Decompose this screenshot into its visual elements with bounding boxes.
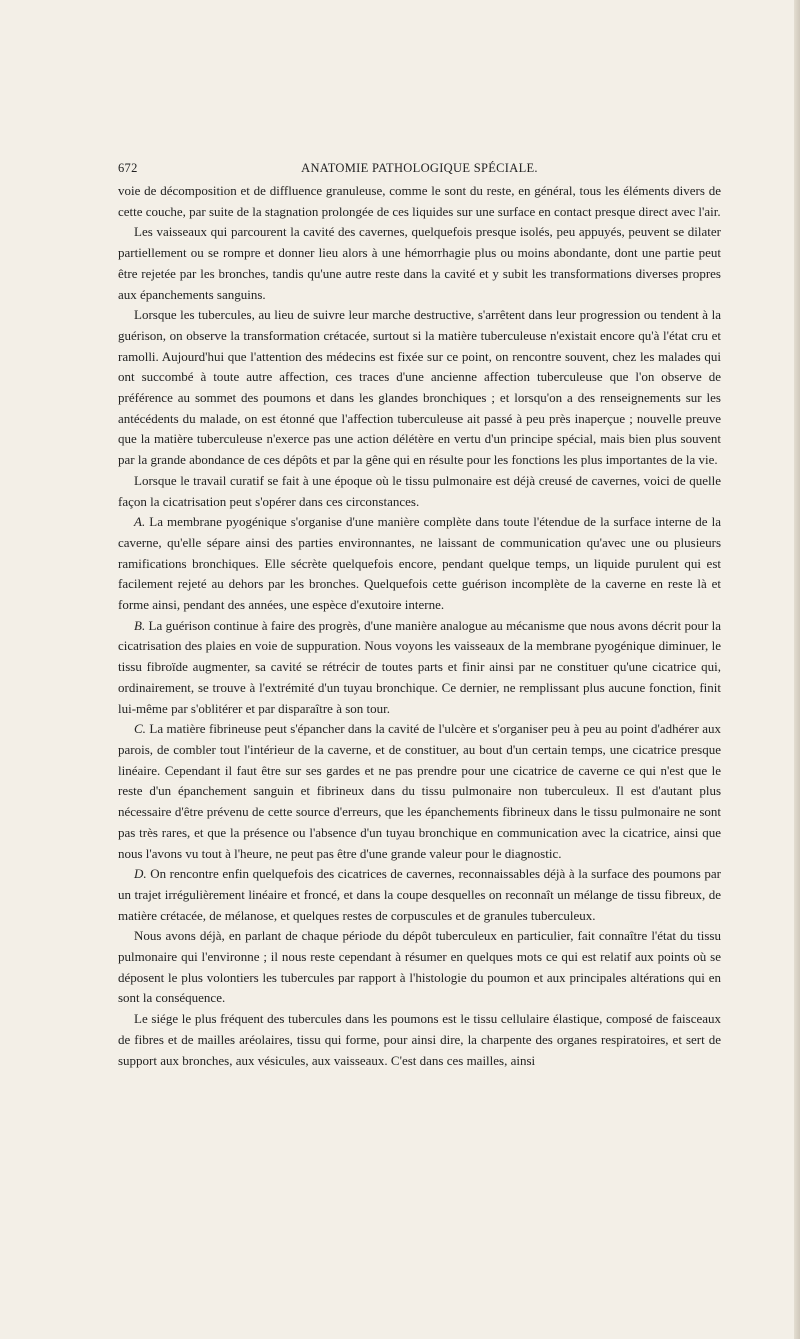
paragraph-marker: D. — [134, 866, 147, 882]
paragraph-marker: C. — [134, 721, 146, 737]
paragraph — [118, 616, 721, 720]
page-edge — [794, 0, 800, 1339]
paragraph-marker: B. — [134, 617, 146, 633]
paragraph-marker: A. — [134, 514, 146, 530]
book-page — [118, 161, 721, 1071]
paragraph-text: voie de décomposition et de diffluence granuleuse, comme le sont du reste, en général, tous les éléments divers de cette couche, par suite de la stagnation prolongée de ces liquides sur une surface en contact presque direct avec l'air. — [118, 183, 721, 219]
body-text — [118, 181, 721, 1071]
paragraph-text: On rencontre enfin quelquefois des cicatrices de cavernes, reconnaissables déjà à la surface des poumons par un trajet irrégulièrement linéaire et froncé, et dans la coupe desquelles on reconnaît un mélange de tissu fibreux, de matière crétacée, de mélanose, et quelques restes de corpuscules et de granules tuberculeux. — [118, 866, 722, 923]
paragraph-text: Lorsque le travail curatif se fait à une époque où le tissu pulmonaire est déjà creusé de cavernes, voici de quelle façon la cicatrisation peut s'opérer dans ces circonstances. — [118, 472, 721, 509]
paragraph — [118, 864, 721, 926]
paragraph — [118, 512, 721, 616]
page-number: 672 — [118, 161, 138, 175]
paragraph — [118, 1009, 721, 1071]
paragraph-text: Le siége le plus fréquent des tubercules dans les poumons est le tissu cellulaire élastique, composé de faisceaux de fibres et de mailles aréolaires, tissu qui forme, pour ainsi dire, la charpente des organes respiratoires, et sert de support aux bronches, aux vésicules, aux vaisseaux. C'est dans ces mailles, ainsi — [118, 1011, 721, 1068]
running-title: ANATOMIE PATHOLOGIQUE SPÉCIALE. — [301, 161, 538, 175]
paragraph — [118, 181, 721, 222]
paragraph — [118, 471, 721, 512]
paragraph — [118, 719, 721, 864]
paragraph — [118, 305, 721, 471]
paragraph — [118, 926, 721, 1009]
paragraph-text: La matière fibrineuse peut s'épancher dans la cavité de l'ulcère et s'organiser peu à peu au point d'adhérer aux parois, de combler tout l'intérieur de la caverne, et de constituer, au bout d'un certain temps, une cicatrice presque linéaire. Cependant il faut être sur ses gardes et ne pas prendre pour une cicatrice de caverne ce qui n'est que le reste d'un épanchement sanguin et fibrineux dans du tissu pulmonaire non tuberculeux. Il est d'autant plus nécessaire d'être prévenu de cette source d'erreurs, que les épanchements fibrineux dans le tissu pulmonaire ne sont pas très rares, et que la présence ou l'absence d'un tuyau bronchique en communication avec la cicatrice, ainsi que nous l'avons vu tout à l'heure, ne peut pas être d'une grande valeur pour le diagnostic. — [118, 721, 722, 861]
paragraph-text: La guérison continue à faire des progrès, d'une manière analogue au mécanisme que nous avons décrit pour la cicatrisation des plaies en voie de suppuration. Nous voyons les vaisseaux de la membrane pyogénique diminuer, le tissu fibroïde augmenter, sa cavité se rétrécir de toutes parts et finir ainsi par ne constituer qu'une cicatrice qui, ordinairement, se trouve à l'extrémité d'un tuyau bronchique. Ce dernier, ne remplissant plus aucune fonction, finit lui-même par s'oblitérer et par disparaître à son tour. — [118, 617, 722, 716]
paragraph-text: La membrane pyogénique s'organise d'une manière complète dans toute l'étendue de la surface interne de la caverne, qu'elle sépare ainsi des parties environnantes, ne laissant de communication qu'avec une ou plusieurs ramifications bronchiques. Elle sécrète quelquefois encore, pendant quelque temps, un liquide purulent qui est facilement rejeté au dehors par les bronches. Quelquefois cette guérison incomplète de la caverne en reste là et forme ainsi, pendant des années, une espèce d'exutoire interne. — [118, 514, 721, 613]
paragraph-text: Nous avons déjà, en parlant de chaque période du dépôt tuberculeux en particulier, fait connaître l'état du tissu pulmonaire qui l'environne ; il nous reste cependant à résumer en quelques mots ce qui est relatif aux points où se déposent le plus volontiers les tubercules par rapport à l'histologie du poumon et aux principales altérations qui en sont la conséquence. — [118, 928, 721, 1006]
paragraph-text: Lorsque les tubercules, au lieu de suivre leur marche destructive, s'arrêtent dans leur progression ou tendent à la guérison, on observe la transformation crétacée, surtout si la matière tuberculeuse n'existait encore qu'à l'état cru et ramolli. Aujourd'hui que l'attention des médecins est fixée sur ce point, on rencontre souvent, chez les malades qui ont succombé à toute autre affection, ces traces d'une ancienne affection tuberculeuse que l'on observe de préférence au sommet des poumons et dans les glandes bronchiques ; et lorsqu'on a des renseignements sur les antécédents du malade, on est étonné que l'affection tuberculeuse ait passé à peu près inaperçue ; nouvelle preuve que la matière tuberculeuse n'exerce pas une action délétère en vertu d'un principe spécial, mais bien plus souvent par la grande abondance de ces dépôts et par la gêne qui en résulte pour les fonctions les plus importantes de la vie. — [118, 307, 721, 468]
paragraph — [118, 222, 721, 305]
paragraph-text: Les vaisseaux qui parcourent la cavité des cavernes, quelquefois presque isolés, peu appuyés, peuvent se dilater partiellement ou se rompre et donner lieu alors à une hémorrhagie plus ou moins abondante, dont une partie peut être rejetée par les bronches, tandis qu'une autre reste dans la cavité et y subit les transformations diverses propres aux épanchements sanguins. — [118, 224, 721, 302]
running-head — [118, 161, 721, 179]
